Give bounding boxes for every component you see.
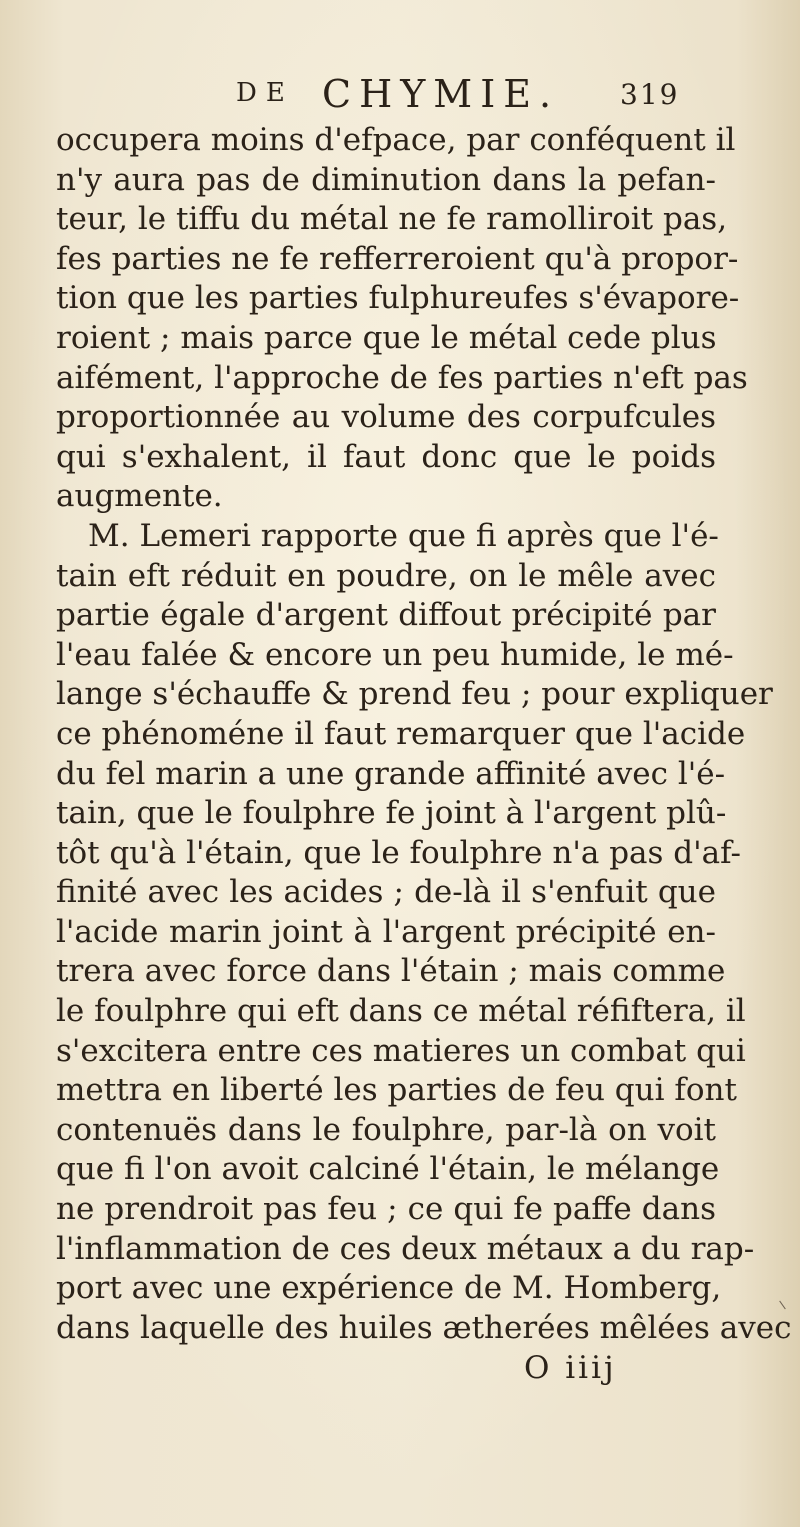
text-line: finité avec les acides ; de-là il s'enfuit que	[56, 874, 716, 911]
running-head-title: CHYMIE.	[322, 72, 560, 116]
text-line: ne prendroit pas feu ; ce qui fe paffe dans	[56, 1191, 716, 1228]
text-line: partie égale d'argent diffout précipité par	[56, 597, 716, 634]
text-line: M. Lemeri rapporte que fi après que l'é-	[88, 517, 719, 554]
text-line: dans laquelle des huiles ætherées mêlées avec	[56, 1309, 792, 1346]
text-line: s'excitera entre ces matieres un combat qui	[56, 1032, 746, 1069]
text-line: proportionnée au volume des corpufcules	[56, 399, 716, 436]
text-line: l'inflammation de ces deux métaux a du rap-	[56, 1230, 755, 1267]
page-number: 319	[620, 78, 680, 111]
text-line: lange s'échauffe & prend feu ; pour expliquer	[56, 676, 773, 713]
text-line: qui s'exhalent, il faut donc que le poids	[56, 438, 716, 475]
text-line: du fel marin a une grande affinité avec l'é-	[56, 755, 726, 792]
text-line: l'acide marin joint à l'argent précipité en-	[56, 913, 716, 950]
text-line: n'y aura pas de diminution dans la pefan-	[56, 161, 716, 198]
text-line: tôt qu'à l'étain, que le foulphre n'a pas d'af-	[56, 834, 741, 871]
text-line: tion que les parties fulphureufes s'évapore-	[56, 280, 740, 317]
text-line: augmente.	[56, 478, 223, 515]
text-line: tain eft réduit en poudre, on le mêle avec	[56, 557, 716, 594]
text-line: mettra en liberté les parties de feu qui font	[56, 1072, 737, 1109]
text-line: roient ; mais parce que le métal cede plus	[56, 319, 717, 356]
body-text	[56, 121, 792, 1348]
text-line: port avec une expérience de M. Homberg,	[56, 1270, 722, 1307]
text-line: le foulphre qui eft dans ce métal réfiftera, il	[56, 993, 746, 1030]
text-line: l'eau falée & encore un peu humide, le mé-	[56, 636, 734, 673]
signature-mark: O iiij	[524, 1350, 617, 1386]
text-line: contenuës dans le foulphre, par-là on voit	[56, 1111, 716, 1148]
text-line: aifément, l'approche de fes parties n'eft pas	[56, 359, 748, 396]
running-head-de: DE	[236, 78, 294, 108]
text-line: fes parties ne fe refferreroient qu'à propor-	[56, 240, 739, 277]
text-line: tain, que le foulphre fe joint à l'argent plû-	[56, 795, 727, 832]
text-line: trera avec force dans l'étain ; mais comme	[56, 953, 726, 990]
margin-mark	[779, 1301, 786, 1310]
text-line: occupera moins d'efpace, par conféquent il	[56, 122, 736, 158]
text-line: ce phénoméne il faut remarquer que l'acide	[56, 715, 746, 752]
running-head	[0, 72, 800, 118]
text-line: que fi l'on avoit calciné l'étain, le mélange	[56, 1151, 720, 1188]
text-line: teur, le tiffu du métal ne fe ramolliroit pas,	[56, 201, 728, 238]
